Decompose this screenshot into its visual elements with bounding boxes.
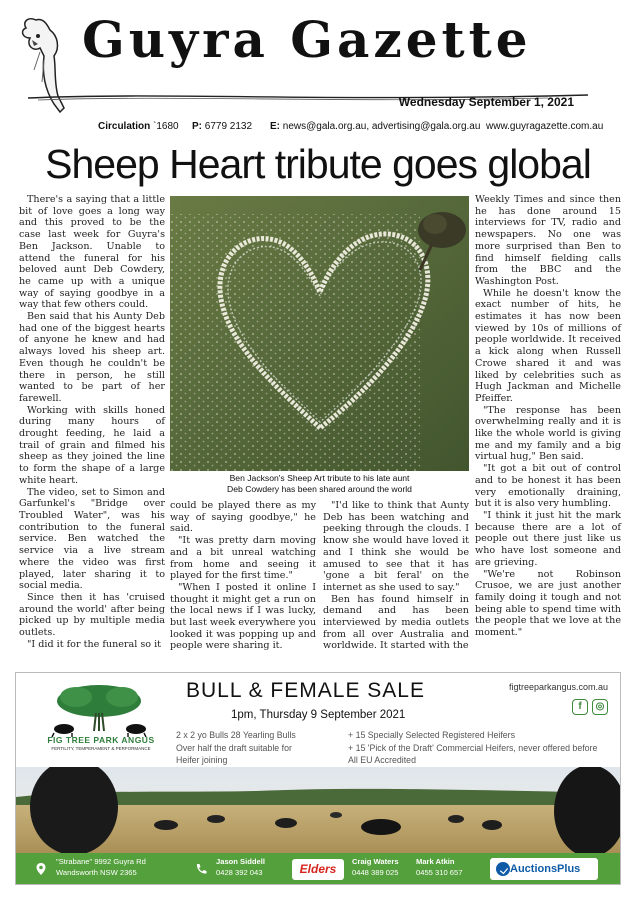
article-column-1 [19, 194, 165, 650]
sale-datetime: 1pm, Thursday 9 September 2021 [231, 709, 406, 721]
offer-line: + 15 Specially Selected Registered Heifers [348, 730, 515, 740]
caption-line-1: Ben Jackson's Sheep Art tribute to his late aunt [229, 473, 410, 483]
paragraph: Weekly Times and since then he has done around 15 interviews for TV, radio and newspapers. No one was more surprised than Ben to find himself fielding calls from the BBC and the Washington Post. [475, 194, 621, 287]
offer-line: Heifer joining [176, 755, 228, 765]
instagram-icon[interactable]: ◎ [592, 699, 608, 715]
photo-caption [170, 473, 469, 495]
brand-tagline: FERTILITY, TEMPERAMENT & PERFORMANCE [51, 746, 151, 751]
article-column-4 [475, 194, 621, 639]
location-line-2: Wandsworth NSW 2365 [56, 868, 137, 877]
email-label: E: [270, 121, 280, 132]
advert-header [16, 673, 621, 769]
location-line-1: "Strabane" 9992 Guyra Rd [56, 857, 146, 866]
paragraph: "It was pretty darn moving and a bit unreal watching from home and seeing it played for the first time." [170, 535, 316, 582]
cattle-paddock-photo [16, 767, 621, 855]
contact-name: Craig Waters [352, 857, 399, 866]
offer-line: + 15 'Pick of the Draft' Commercial Heifers, never offered before [348, 742, 598, 753]
issue-date: Wednesday September 1, 2021 [398, 95, 574, 109]
masthead [0, 0, 636, 140]
sale-title: BULL & FEMALE SALE [186, 679, 425, 702]
elders-logo: Elders [292, 859, 344, 880]
offer-bulls [176, 729, 346, 767]
website-link[interactable]: www.guyragazette.com.au [486, 121, 604, 132]
paragraph: Working with skills honed during many hours of drought feeding, he laid a trail of grain and filmed his sheep as they joined the line to form the shape of a large white heart. [19, 404, 165, 486]
article-column-2 [170, 500, 316, 652]
offer-line: Over half the draft suitable for [176, 742, 292, 753]
paragraph: Ben said that his Aunty Deb had one of the biggest hearts of anyone he knew and had always loved his sheep art. Even though he couldn't be there in person, he still wanted to be part of her farewell. [19, 311, 165, 404]
auctionsplus-mark-icon [496, 862, 510, 876]
newspaper-title: Guyra Gazette [82, 10, 532, 69]
paragraph: There's a saying that a little bit of love goes a long way and this proved to be the case last week for Guyra's Ben Jackson. Unable to attend the funeral for his beloved aunt Deb Cowdery, he came up with a unique way of saying goodbye in a way that few others could. [19, 194, 165, 311]
paragraph: The video, set to Simon and Garfunkel's "Bridge over Troubled Water", was his contribution to the funeral service. Ben watched the service via a live stream where the video was first played, later sharing it to social media. [19, 486, 165, 592]
brand-name: FIG TREE PARK ANGUS [47, 735, 155, 745]
advert-footer [16, 853, 621, 885]
paragraph: could be played there as my way of saying goodbye," he said. [170, 500, 316, 535]
paragraph: "It got a bit out of control and to be honest it has been very emotionally draining, but it is also very humbling. [475, 463, 621, 510]
sheep-heart-image [170, 196, 469, 471]
advert-website-link[interactable]: figtreeparkangus.com.au [508, 682, 608, 692]
paragraph: Ben has found himself in demand and has been interviewed by media outlets from all over Australia and worldwide. It started with the [323, 593, 469, 652]
offer-line: All EU Accredited [348, 755, 416, 765]
offer-line: 2 x 2 yo Bulls 28 Yearling Bulls [176, 730, 296, 740]
contact-name: Mark Atkin [416, 857, 455, 866]
caption-line-2: Deb Cowdery has been shared around the world [227, 484, 412, 494]
contact-phone[interactable]: 0428 392 043 [216, 868, 263, 877]
circulation [98, 121, 179, 132]
paragraph: "I think it just hit the mark because there are a lot of people out there just like us who have lost someone and are grieving. [475, 509, 621, 568]
paragraph: "The response has been overwhelming really and it is like the whole world is giving me and my family and a big virtual hug," Ben said. [475, 404, 621, 463]
article-column-3 [323, 500, 469, 652]
auctionsplus-logo[interactable]: AuctionsPlus [490, 858, 598, 880]
sale-location [56, 856, 146, 878]
email-value[interactable]: news@gala.org.au, advertising@gala.org.au [282, 121, 481, 132]
circulation-label: Circulation [98, 121, 151, 132]
paragraph: "I did it for the funeral so it [27, 638, 162, 650]
social-links [572, 699, 608, 715]
paragraph: While he doesn't know the exact number of hits, he estimates it has now been viewed by 10s of millions of people worldwide. It received a kick along when Russell Crowe shared it and was liked by celebrities such as Hugh Jackman and Michelle Pfeiffer. [475, 287, 621, 404]
phone-value: 6779 2132 [204, 121, 253, 132]
bull-sale-advert[interactable] [15, 672, 621, 885]
contact-craig [352, 856, 399, 878]
location-pin-icon [34, 862, 48, 876]
facebook-icon[interactable]: f [572, 699, 588, 715]
cockatoo-logo-icon [14, 12, 84, 122]
email [270, 121, 480, 132]
sheep-heart-photo [170, 196, 469, 471]
contact-phone[interactable]: 0455 310 657 [416, 868, 463, 877]
paragraph: "We're not Robinson Crusoe, we are just another family doing it tough and not being able to spend time with the people that we love at the moment." [475, 568, 621, 639]
phone-icon [194, 862, 208, 876]
contact-phone[interactable]: 0448 389 025 [352, 868, 399, 877]
offer-heifers [348, 729, 618, 767]
paragraph: "When I posted it online I thought it might get a run on the local news if I was lucky, but last week everywhere you looked it was popping up and people were sharing it. [170, 581, 316, 652]
paragraph: Since then it has 'cruised around the world' after being picked up by multiple media outlets. [19, 591, 165, 639]
contact-jason [216, 856, 265, 878]
contact-mark [416, 856, 462, 878]
circulation-value: `1680 [153, 121, 179, 132]
paragraph: "I'd like to think that Aunty Deb has been watching and peeking through the clouds. I know she would have loved it and I think she would be amused to see that it has 'gone a bit feral' on the internet as she used to say." [323, 500, 469, 593]
phone-label: P: [192, 121, 202, 132]
contact-name: Jason Siddell [216, 857, 265, 866]
article-headline: Sheep Heart tribute goes global [45, 141, 591, 187]
phone [192, 121, 252, 132]
